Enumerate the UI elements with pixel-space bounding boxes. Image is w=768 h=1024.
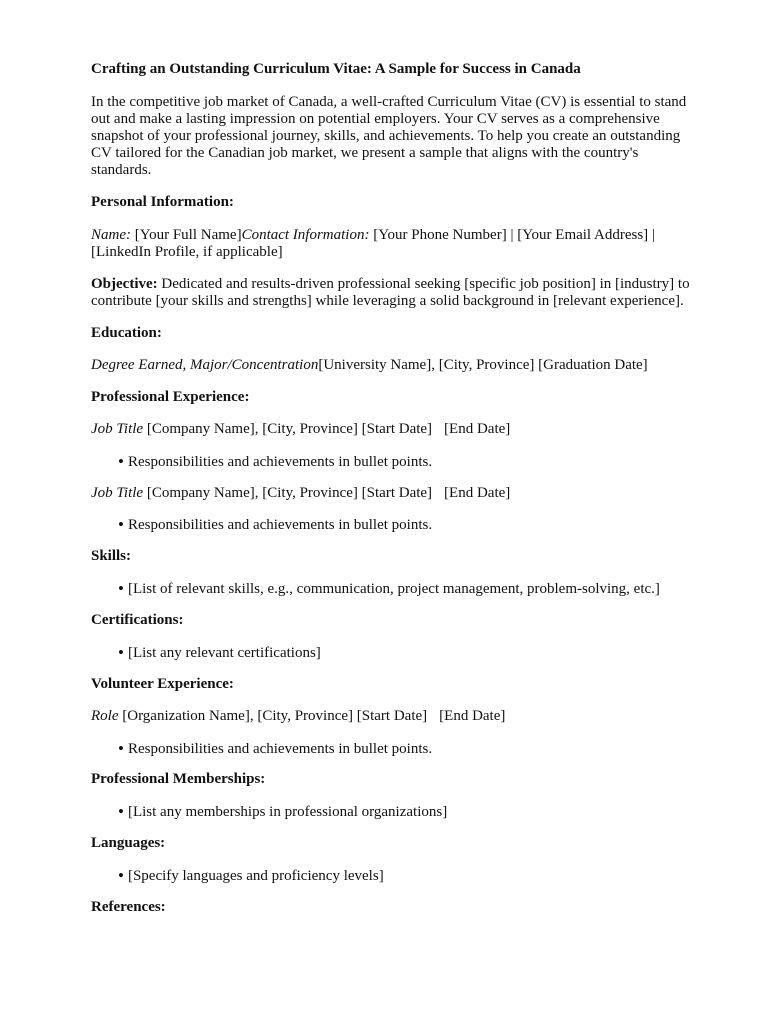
volunteer-end-date: [End Date] <box>439 708 506 724</box>
job-entry <box>91 421 510 438</box>
intro-line: CV tailored for the Canadian job market, we present a sample that aligns with the country's <box>91 145 639 161</box>
objective-line-1 <box>91 276 690 293</box>
section-heading-references: References: <box>91 899 166 915</box>
contact-label: Contact Information: <box>241 227 370 243</box>
contact-value: [Your Phone Number] | [Your Email Address] | <box>369 227 655 243</box>
intro-line: In the competitive job market of Canada, a well-crafted Curriculum Vitae (CV) is essential to stand <box>91 94 687 110</box>
volunteer-bullet <box>118 740 432 758</box>
bullet-text: Responsibilities and achievements in bullet points. <box>127 517 433 533</box>
bullet-icon: • <box>118 643 124 662</box>
job-bullet <box>118 453 432 471</box>
section-heading-skills: Skills: <box>91 548 132 564</box>
name-value: [Your Full Name] <box>131 227 242 243</box>
certifications-bullet <box>118 644 321 662</box>
section-heading-experience: Professional Experience: <box>91 389 250 405</box>
job-title-label: Job Title <box>91 421 144 437</box>
job-bullet <box>118 516 432 534</box>
bullet-text: [List any relevant certifications] <box>127 645 321 661</box>
intro-line: snapshot of your professional journey, skills, and achievements. To help you create an outstanding <box>91 128 681 144</box>
bullet-text: [List of relevant skills, e.g., communication, project management, problem-solving, etc.] <box>127 581 660 597</box>
name-label: Name: <box>91 227 131 243</box>
section-heading-certifications: Certifications: <box>91 612 184 628</box>
bullet-icon: • <box>118 515 124 534</box>
education-details: [University Name], [City, Province] [Graduation Date] <box>318 357 648 373</box>
objective-line-2: contribute [your skills and strengths] while leveraging a solid background in [relevant experience]. <box>91 293 684 309</box>
bullet-icon: • <box>118 802 124 821</box>
section-heading-languages: Languages: <box>91 835 166 851</box>
contact-line-2: [LinkedIn Profile, if applicable] <box>91 244 283 260</box>
job-details: [Company Name], [City, Province] [Start Date] <box>143 421 433 437</box>
section-heading-personal: Personal Information: <box>91 194 234 210</box>
job-details: [Company Name], [City, Province] [Start Date] <box>143 485 433 501</box>
education-entry <box>91 357 648 374</box>
degree-label: Degree Earned, Major/Concentration <box>91 357 319 373</box>
intro-line: standards. <box>91 162 152 178</box>
volunteer-details: [Organization Name], [City, Province] [Start Date] <box>118 708 428 724</box>
bullet-text: [List any memberships in professional organizations] <box>127 804 448 820</box>
skills-bullet <box>118 580 660 598</box>
memberships-bullet <box>118 803 447 821</box>
languages-bullet <box>118 867 384 885</box>
job-end-date: [End Date] <box>444 421 511 437</box>
objective-label: Objective: <box>91 276 158 292</box>
document-title: Crafting an Outstanding Curriculum Vitae: A Sample for Success in Canada <box>91 61 581 77</box>
bullet-text: Responsibilities and achievements in bullet points. <box>127 454 433 470</box>
job-entry <box>91 485 510 502</box>
bullet-icon: • <box>118 866 124 885</box>
bullet-text: Responsibilities and achievements in bullet points. <box>127 741 433 757</box>
job-title-label: Job Title <box>91 485 144 501</box>
volunteer-entry <box>91 708 505 725</box>
personal-contact-line <box>91 227 655 244</box>
objective-text: Dedicated and results-driven professional seeking [specific job position] in [industry] to <box>157 276 690 292</box>
bullet-text: [Specify languages and proficiency levels] <box>127 868 384 884</box>
intro-line: out and make a lasting impression on potential employers. Your CV serves as a comprehensive <box>91 111 660 127</box>
bullet-icon: • <box>118 452 124 471</box>
bullet-icon: • <box>118 739 124 758</box>
section-heading-education: Education: <box>91 325 162 341</box>
section-heading-volunteer: Volunteer Experience: <box>91 676 234 692</box>
job-end-date: [End Date] <box>444 485 511 501</box>
section-heading-memberships: Professional Memberships: <box>91 771 266 787</box>
role-label: Role <box>91 708 119 724</box>
bullet-icon: • <box>118 579 124 598</box>
